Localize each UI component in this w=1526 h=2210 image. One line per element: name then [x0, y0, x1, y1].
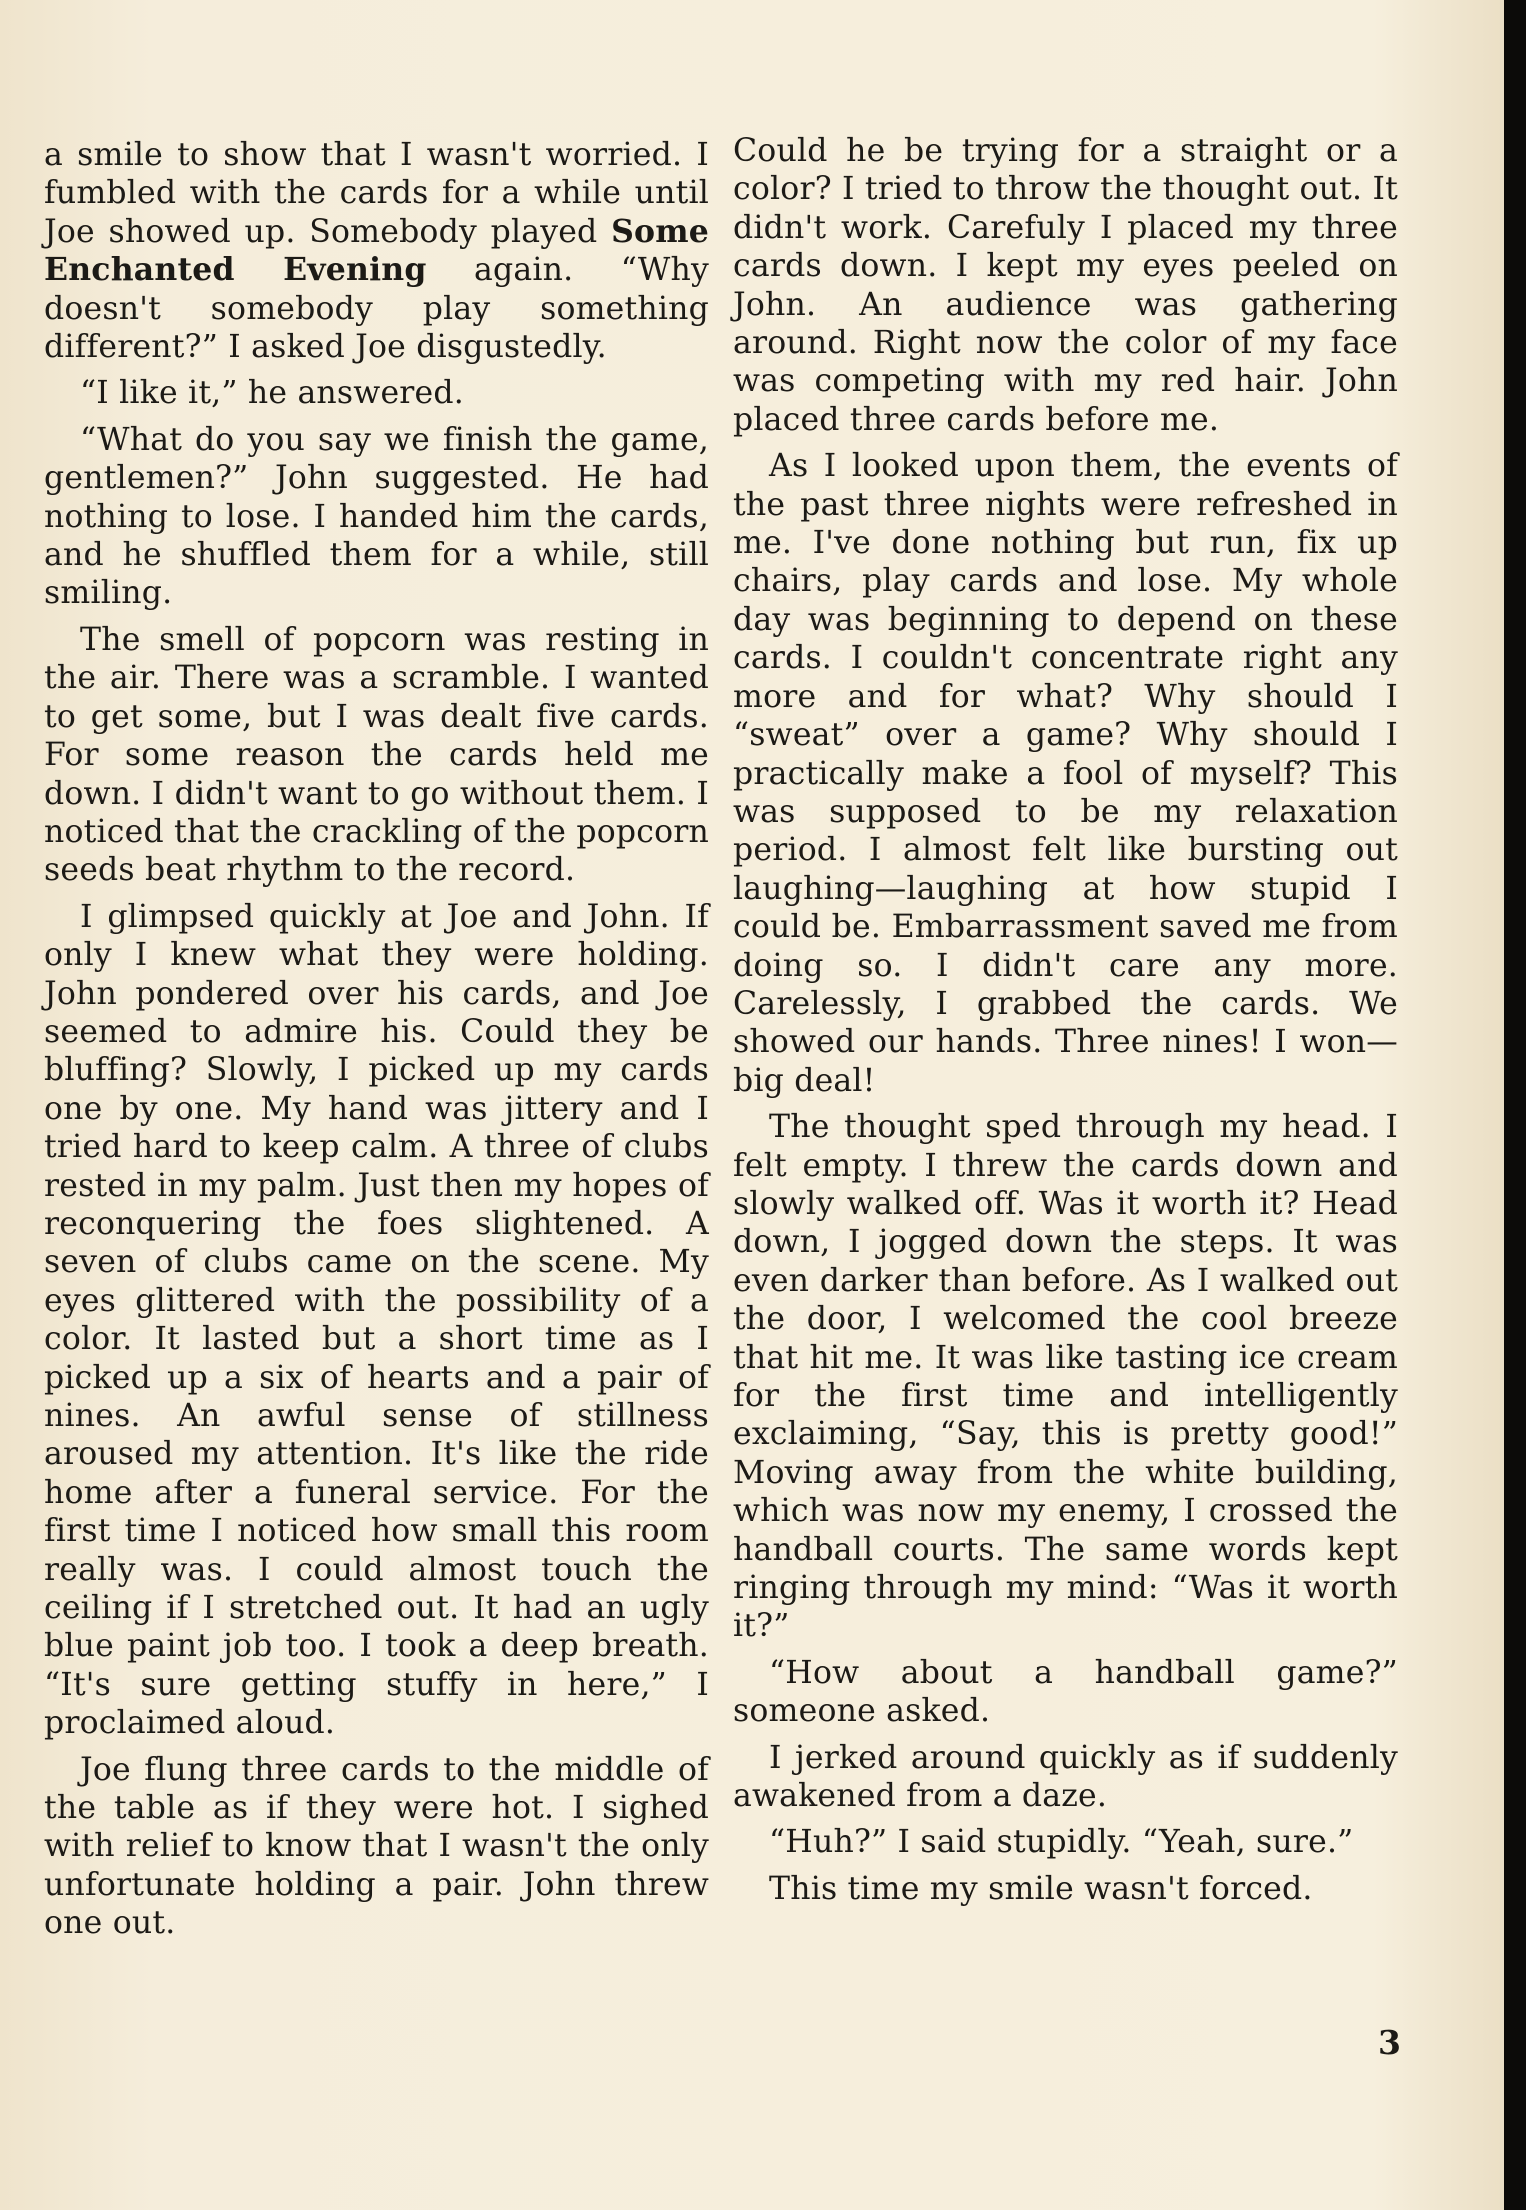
- paragraph: “Huh?” I said stupidly. “Yeah, sure.”: [769, 1824, 1354, 1861]
- paragraph: As I looked upon them, the events of the past three nights were refreshed in me. I've done nothing but run, fix up chairs, play cards and lose. My whole day was beginning to depend on these cards. I couldn't concentrate right any more and for what? Why should I “sweat” over a game? Why should I practically make a fool of myself? This was supposed to be my relaxation period. I almost felt like bursting out laughing—laughing at how stupid I could be. Embarrassment saved me from doing so. I didn't care any more. Carelessly, I grabbed the cards. We showed our hands. Three nines! I won—big deal!: [733, 448, 1398, 1099]
- page-number: 3: [1378, 2023, 1401, 2062]
- right-column: [733, 132, 1398, 1916]
- paragraph: [44, 136, 709, 366]
- page-edge-shadow: [1504, 0, 1526, 2210]
- paragraph: The smell of popcorn was resting in the air. There was a scramble. I wanted to get some, but I was dealt five cards. For some reason the cards held me down. I didn't want to go without them. I noticed that the crackling of the popcorn seeds beat rhythm to the record.: [44, 621, 709, 889]
- paragraph-text: a smile to show that I wasn't worried. I fumbled with the cards for a while until Joe showed up. Somebody played: [44, 137, 709, 250]
- paragraph: The thought sped through my head. I felt empty. I threw the cards down and slowly walked off. Was it worth it? Head down, I jogged down the steps. It was even darker than before. As I walked out the door, I welcomed the cool breeze that hit me. It was like tasting ice cream for the first time and intelligently exclaiming, “Say, this is pretty good!” Moving away from the white building, which was now my enemy, I crossed the handball courts. The same words kept ringing through my mind: “Was it worth it?”: [733, 1109, 1398, 1645]
- paragraph: “How about a handball game?” someone asked.: [733, 1654, 1398, 1730]
- paragraph: I glimpsed quickly at Joe and John. If only I knew what they were holding. John pondered over his cards, and Joe seemed to admire his. Could they be bluffing? Slowly, I picked up my cards one by one. My hand was jittery and I tried hard to keep calm. A three of clubs rested in my palm. Just then my hopes of reconquering the foes slightened. A seven of clubs came on the scene. My eyes glittered with the possibility of a color. It lasted but a short time as I picked up a six of hearts and a pair of nines. An awful sense of stillness aroused my attention. It's like the ride home after a funeral service. For the first time I noticed how small this room really was. I could almost touch the ceiling if I stretched out. It had an ugly blue paint job too. I took a deep breath. “It's sure getting stuffy in here,” I proclaimed aloud.: [44, 898, 709, 1742]
- paragraph: This time my smile wasn't forced.: [769, 1870, 1313, 1907]
- paragraph: Could he be trying for a straight or a color? I tried to throw the thought out. It didn't work. Carefuly I placed my three cards down. I kept my eyes peeled on John. An audience was gathering around. Right now the color of my face was competing with my red hair. John placed three cards before me.: [733, 133, 1398, 438]
- paragraph: “I like it,” he answered.: [80, 375, 464, 412]
- paragraph: Joe flung three cards to the middle of the table as if they were hot. I sighed with relief to know that I wasn't the only unfortunate holding a pair. John threw one out.: [44, 1751, 709, 1942]
- paragraph: “What do you say we finish the game, gentlemen?” John suggested. He had nothing to lose. I handed him the cards, and he shuffled them for a while, still smiling.: [44, 421, 709, 612]
- left-column: [44, 136, 709, 1951]
- song-title: Some Enchanted Evening: [44, 212, 709, 289]
- paragraph-text: again. “Why doesn't somebody play something different?” I asked Joe disgustedly.: [44, 252, 709, 366]
- paragraph: I jerked around quickly as if suddenly awakened from a daze.: [733, 1739, 1398, 1815]
